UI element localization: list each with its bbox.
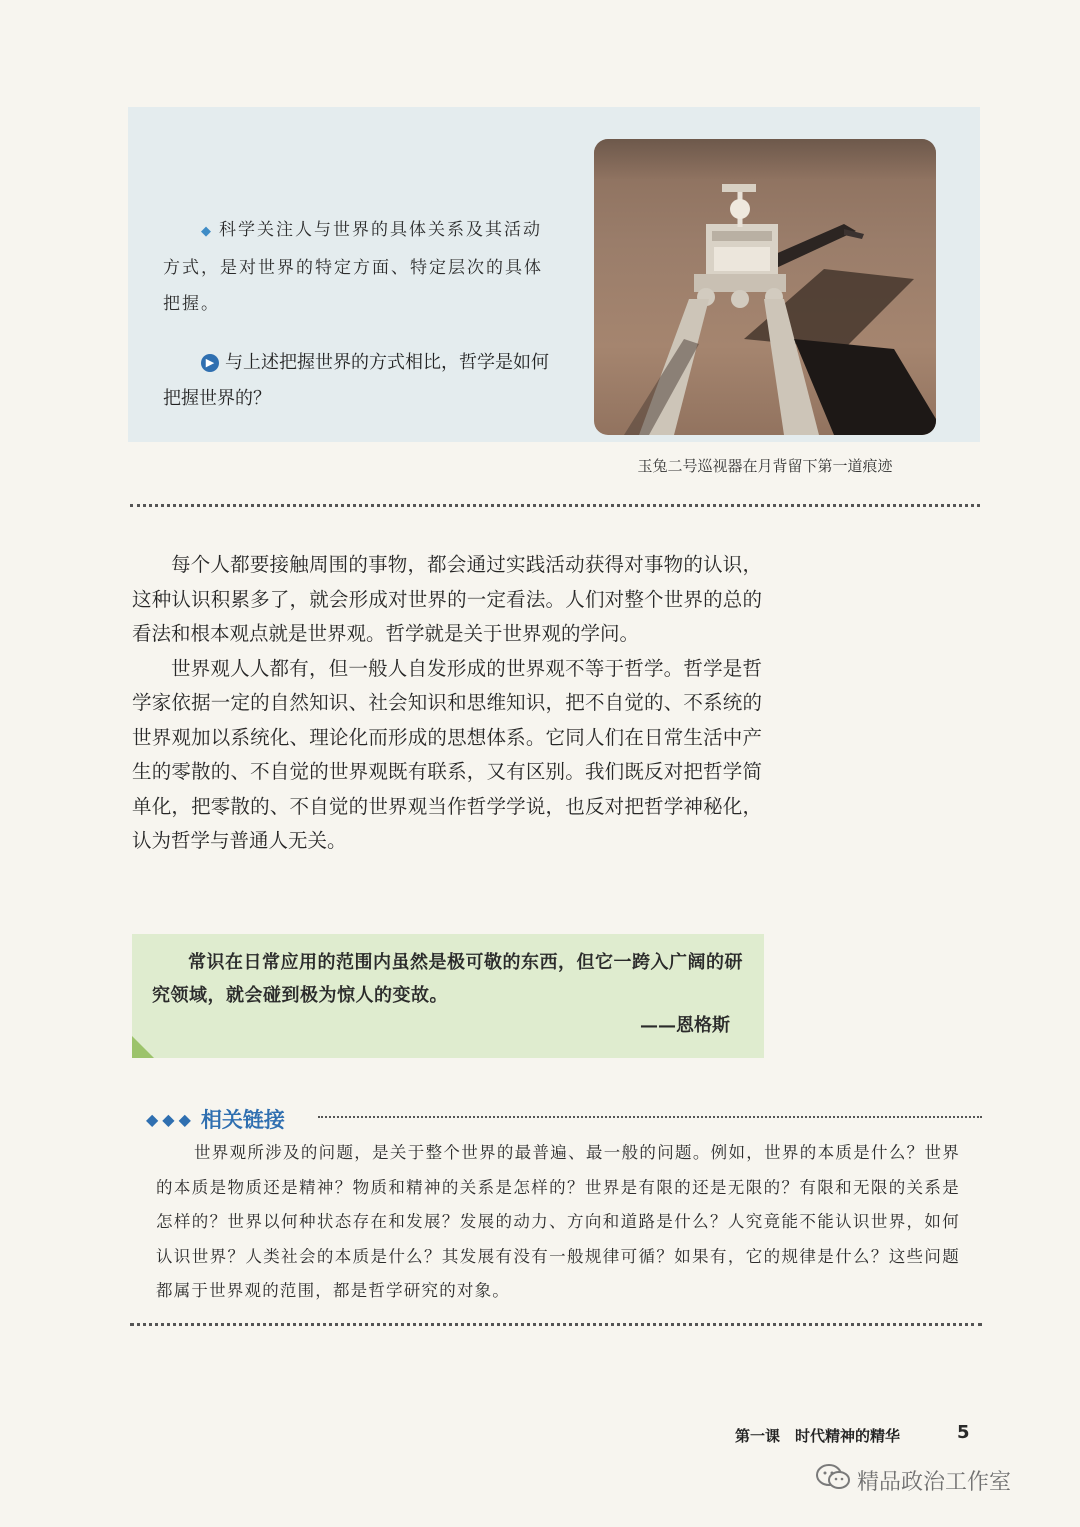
quote-author: ——恩格斯: [640, 1015, 730, 1036]
science-tip-text: 科学关注人与世界的具体关系及其活动方式，是对世界的特定方面、特定层次的具体把握。: [163, 220, 543, 314]
watermark-text: 精品政治工作室: [857, 1469, 1012, 1495]
arrow-circle-icon: ▶: [201, 354, 219, 372]
related-link-body: [156, 1136, 960, 1309]
quote: [152, 946, 744, 1012]
question-text: 与上述把握世界的方式相比，哲学是如何把握世界的？: [163, 352, 549, 409]
moon-rover-photo: [594, 139, 936, 435]
related-link-paragraph: 世界观所涉及的问题，是关于整个世界的最普遍、最一般的问题。例如，世界的本质是什么？世界的本质是物质还是精神？物质和精神的关系是怎样的？世界是有限的还是无限的？有限和无限的关系是怎样的？世界以何种状态存在和发展？发展的动力、方向和道路是什么？人究竟能不能认识世界，如何认识世界？人类社会的本质是什么？其发展有没有一般规律可循？如果有，它的规律是什么？这些问题都属于世界观的范围，都是哲学研究的对象。: [156, 1143, 960, 1300]
running-footer: 第一课 时代精神的精华: [735, 1427, 901, 1445]
section-divider-bottom: [130, 1323, 982, 1326]
page-number: 5: [957, 1422, 970, 1443]
diamond-bullet-icon: ◆: [201, 224, 213, 239]
related-link-heading: [146, 1104, 285, 1134]
activity-question: [163, 345, 553, 417]
related-link-title: 相关链接: [200, 1108, 285, 1132]
related-link-rule: [318, 1116, 982, 1118]
wechat-icon: [815, 1463, 851, 1497]
diamonds-icon: ◆◆◆: [146, 1110, 195, 1129]
quote-text: 常识在日常应用的范围内虽然是极可敬的东西，但它一跨入广阔的研究领域，就会碰到极为惊人的变故。: [152, 952, 743, 1006]
body-paragraph-2: 世界观人人都有，但一般人自发形成的世界观不等于哲学。哲学是哲学家依据一定的自然知识、社会知识和思维知识，把不自觉的、不系统的世界观加以系统化、理论化而形成的思想体系。它同人们在日常生活中产生的零散的、不自觉的世界观既有联系，又有区别。我们既反对把哲学简单化，把零散的、不自觉的世界观当作哲学学说，也反对把哲学神秘化，认为哲学与普通人无关。: [132, 656, 762, 852]
body-paragraph-1: 每个人都要接触周围的事物，都会通过实践活动获得对事物的认识，这种认识积累多了，就会形成对世界的一定看法。人们对整个世界的总的看法和根本观点就是世界观。哲学就是关于世界观的学问。: [132, 553, 762, 645]
quote-corner-icon: [132, 1036, 154, 1058]
watermark: [815, 1463, 1011, 1497]
science-tip: [163, 212, 543, 322]
photo-caption: 玉兔二号巡视器在月背留下第一道痕迹: [637, 457, 893, 475]
section-divider-top: [130, 504, 980, 507]
main-body: [132, 548, 762, 859]
